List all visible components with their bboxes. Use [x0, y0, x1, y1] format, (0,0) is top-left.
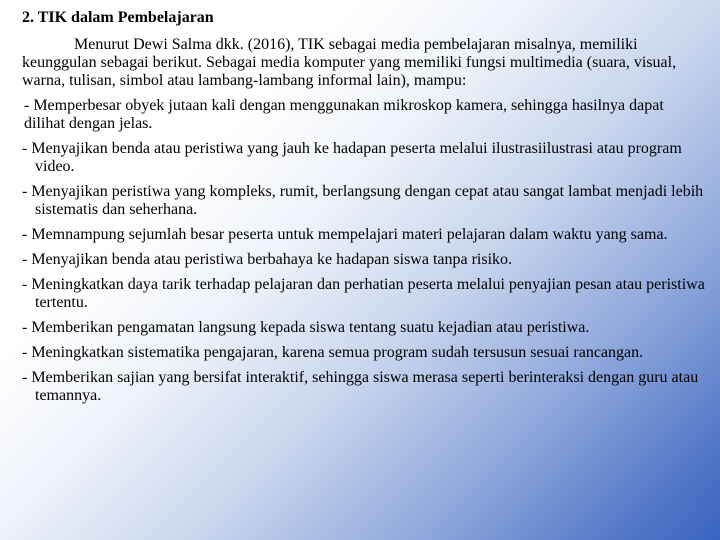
list-item: - Menyajikan benda atau peristiwa berbahaya ke hadapan siswa tanpa risiko.	[22, 251, 513, 268]
list-item: - Memnampung sejumlah besar peserta untuk mempelajari materi pelajaran dalam waktu yang sama.	[22, 226, 668, 243]
list-item: - Meningkatkan sistematika pengajaran, karena semua program sudah tersusun sesuai rancangan.	[22, 344, 644, 361]
list-item: - Memperbesar obyek jutaan kali dengan menggunakan mikroskop kamera, sehingga hasilnya dapat dilihat dengan jelas.	[24, 97, 664, 132]
list-item: - Meningkatkan daya tarik terhadap pelajaran dan perhatian peserta melalui penyajian pesan atau peristiwa tertentu.	[22, 276, 705, 311]
list-item: - Menyajikan benda atau peristiwa yang jauh ke hadapan peserta melalui ilustrasiilustrasi atau program video.	[22, 140, 682, 175]
list-item: - Menyajikan peristiwa yang kompleks, rumit, berlangsung dengan cepat atau sangat lambat menjadi lebih sistematis dan seherhana.	[22, 183, 704, 218]
list-item: - Memberikan sajian yang bersifat interaktif, sehingga siswa merasa seperti berinteraksi dengan guru atau temannya.	[22, 369, 699, 404]
intro-paragraph: Menurut Dewi Salma dkk. (2016), TIK sebagai media pembelajaran misalnya, memiliki keunggulan sebagai berikut. Sebagai media komputer yang memiliki fungsi multimedia (suara, visual, warna, tulisan, simbol atau lambang-lambang informal lain), mampu:	[22, 36, 677, 89]
slide-title: 2. TIK dalam Pembelajaran	[22, 9, 214, 26]
slide-content	[22, 36, 708, 412]
list-item: - Memberikan pengamatan langsung kepada siswa tentang suatu kejadian atau peristiwa.	[22, 319, 590, 336]
